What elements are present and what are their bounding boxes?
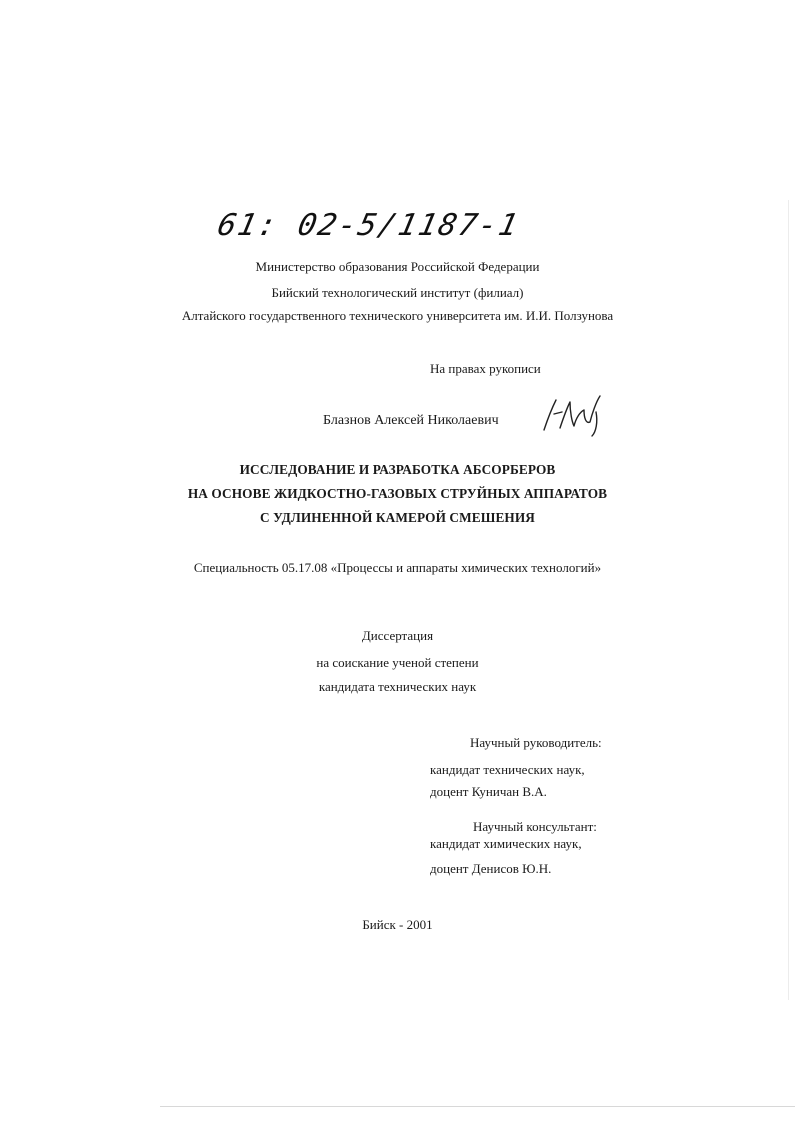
title-line-2: НА ОСНОВЕ ЖИДКОСТНО-ГАЗОВЫХ СТРУЙНЫХ АППАРАТОВ <box>187 486 608 501</box>
specialty-line: Специальность 05.17.08 «Процессы и аппараты химических технологий» <box>193 560 602 575</box>
consultant-degree: кандидат химических наук, <box>430 836 582 851</box>
supervisor-name: доцент Куничан В.А. <box>430 784 547 799</box>
archive-number-handwritten: 61: 02-5/1187-1 <box>214 208 523 243</box>
institute-line: Бийский технологический институт (филиал) <box>271 285 524 300</box>
consultant-label: Научный консультант: <box>473 819 597 834</box>
city-year: Бийск - 2001 <box>362 917 433 932</box>
title-line-3: С УДЛИНЕННОЙ КАМЕРОЙ СМЕШЕНИЯ <box>259 510 536 525</box>
supervisor-label: Научный руководитель: <box>470 735 602 750</box>
title-line-1: ИССЛЕДОВАНИЕ И РАЗРАБОТКА АБСОРБЕРОВ <box>239 462 556 477</box>
supervisor-degree: кандидат технических наук, <box>430 762 585 777</box>
scan-edge-right <box>788 200 789 1000</box>
dissertation-label: Диссертация <box>361 628 434 643</box>
consultant-name: доцент Денисов Ю.Н. <box>430 861 552 876</box>
ministry-line: Министерство образования Российской Федерации <box>255 259 540 274</box>
manuscript-note: На правах рукописи <box>430 361 541 376</box>
dissertation-degree: кандидата технических наук <box>318 679 477 694</box>
dissertation-purpose: на соискание ученой степени <box>316 655 479 670</box>
author-name: Блазнов Алексей Николаевич <box>323 413 499 428</box>
scan-edge-bottom <box>160 1106 795 1107</box>
university-line: Алтайского государственного технического университета им. И.И. Ползунова <box>181 308 614 323</box>
signature-icon <box>540 392 608 438</box>
